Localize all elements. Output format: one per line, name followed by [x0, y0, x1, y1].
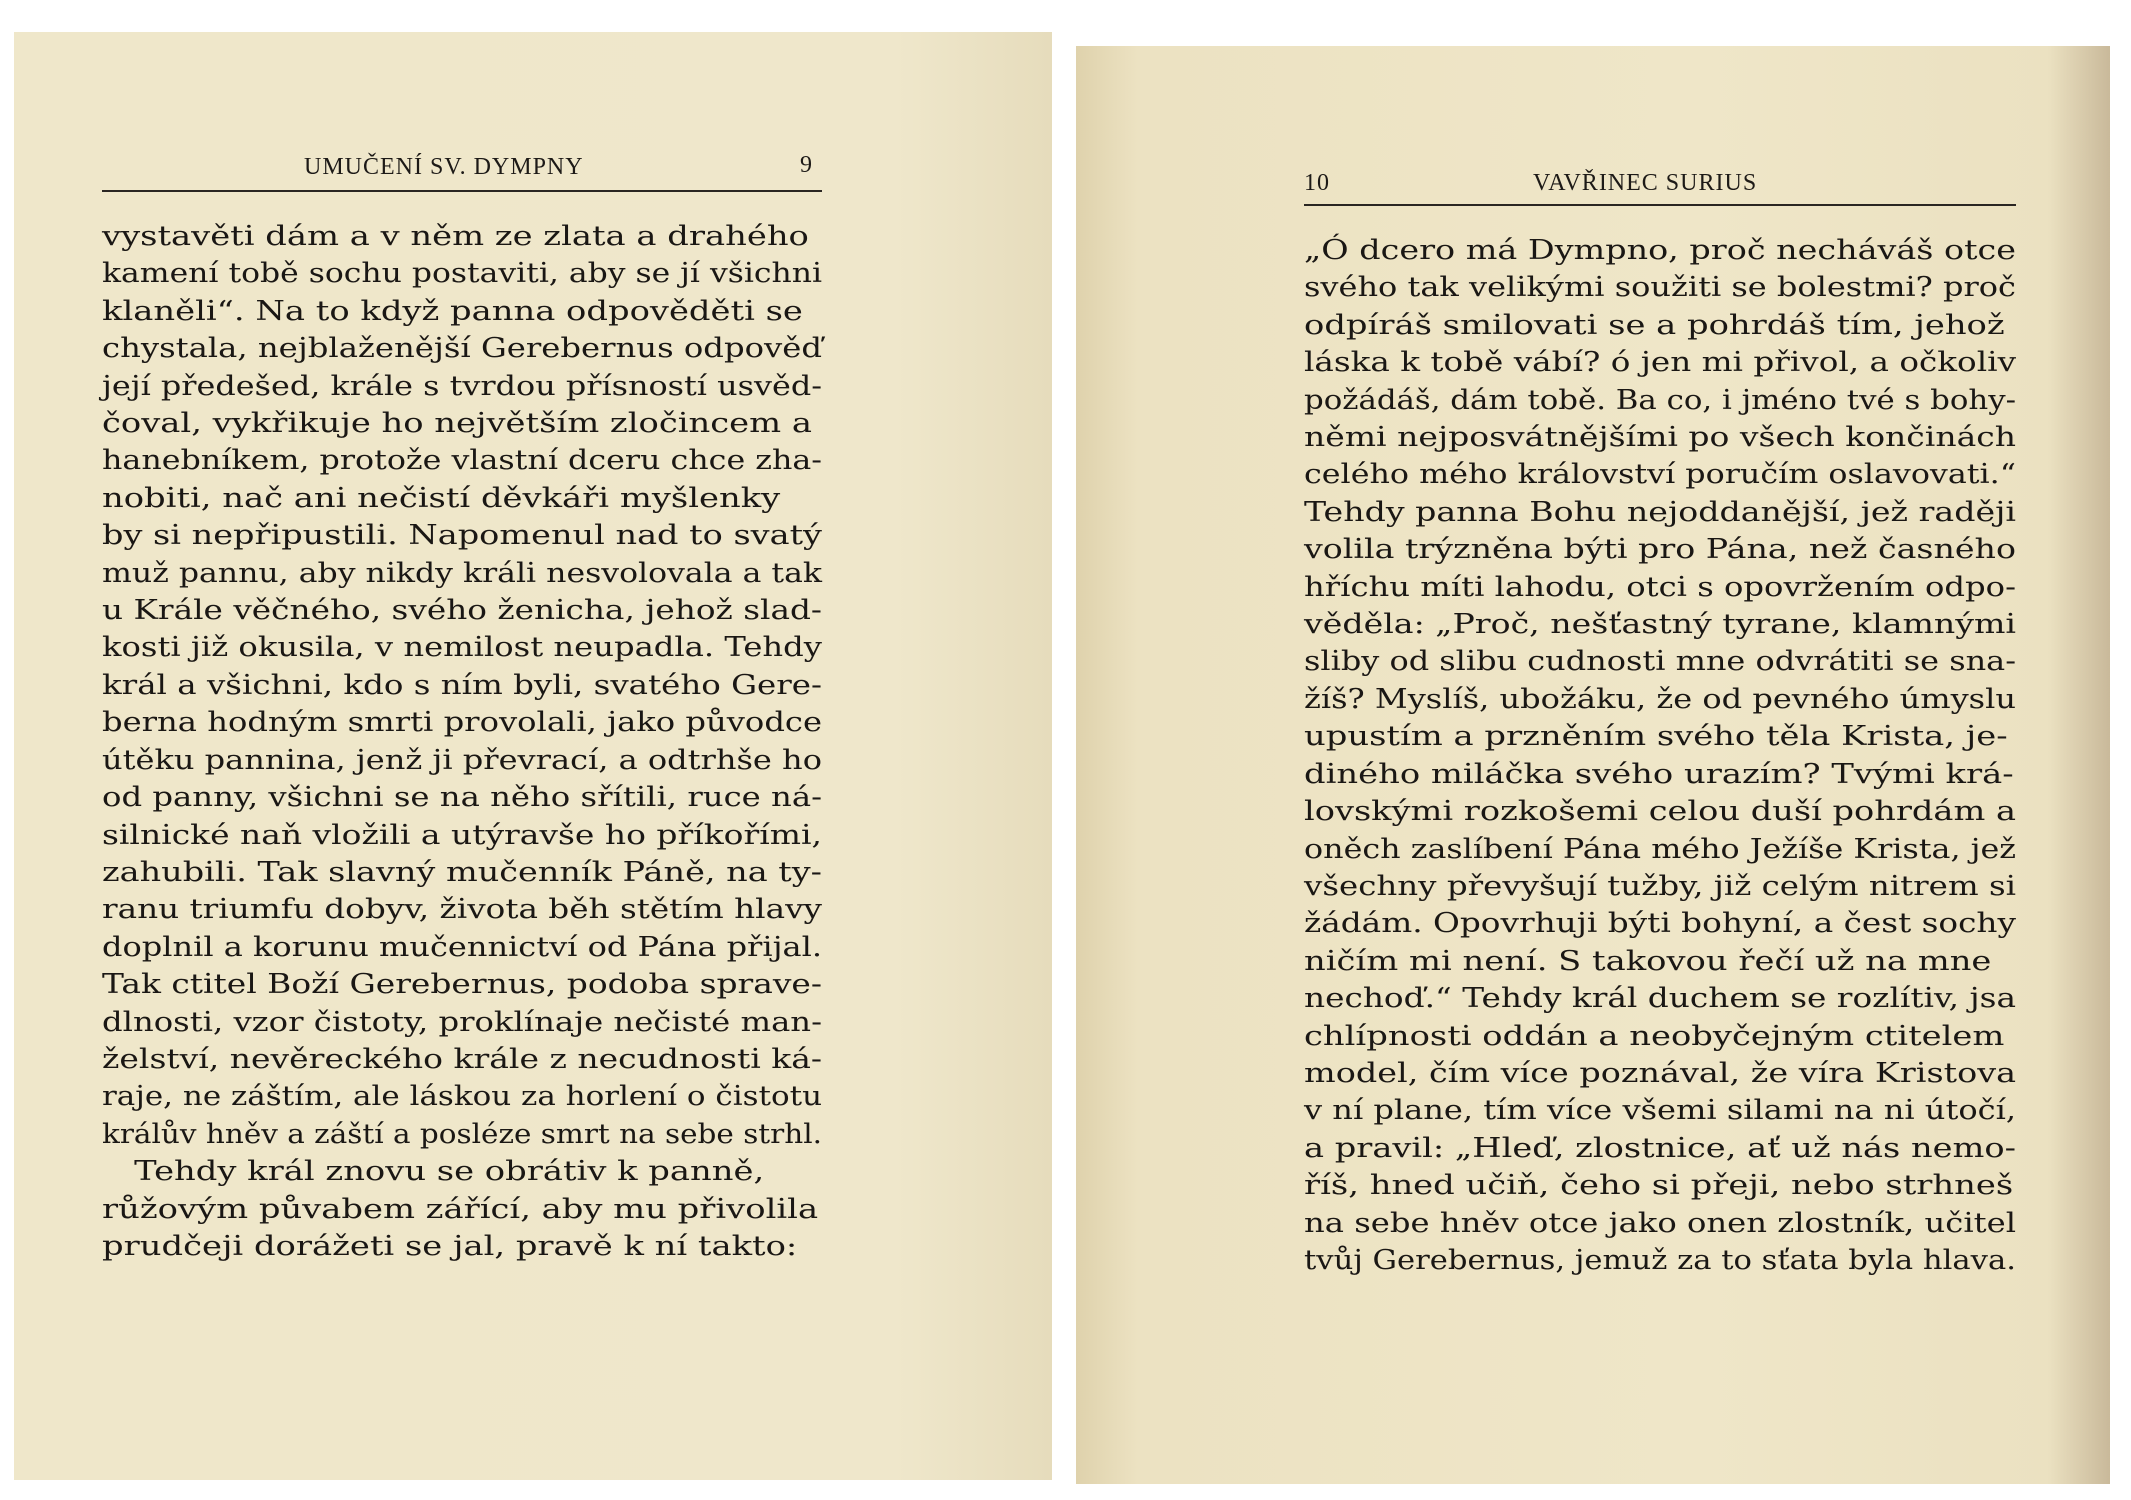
- text-line: diného miláčka svého urazím? Tvými krá-: [1304, 758, 2014, 790]
- text-line: králův hněv a záští a posléze smrt na sebe strhl.: [102, 1118, 822, 1150]
- text-line: raje, ne záštím, ale láskou za horlení o čistotu: [102, 1081, 823, 1113]
- running-title-left: UMUČENÍ SV. DYMPNY: [304, 154, 584, 180]
- text-line: by si nepřipustili. Napomenul nad to svatý: [102, 520, 822, 552]
- text-line: věděla: „Proč, nešťastný tyrane, klamnými: [1304, 609, 2017, 641]
- text-line: Tak ctitel Boží Gerebernus, podoba sprave-: [102, 969, 823, 1001]
- text-line: hanebníkem, protože vlastní dceru chce zha-: [102, 445, 823, 477]
- text-line: u Krále věčného, svého ženicha, jehož slad-: [102, 595, 822, 627]
- right-page: [1076, 46, 2110, 1484]
- text-line: kosti již okusila, v nemilost neupadla. Tehdy: [102, 632, 822, 664]
- text-line: její předešed, krále s tvrdou přísností usvěd-: [102, 370, 822, 402]
- header-rule-left: [102, 190, 822, 192]
- text-line: a pravil: „Hleď, zlostnice, ať už nás nemo-: [1304, 1132, 2017, 1164]
- text-line: volila trýzněna býti pro Pána, než časného: [1304, 534, 2016, 566]
- text-line: berna hodným smrti provolali, jako původce: [102, 707, 823, 739]
- right-body-text: [1304, 232, 2017, 1279]
- header-rule-right: [1304, 204, 2016, 206]
- text-line: chlípnosti oddán a neobyčejným ctitelem: [1304, 1020, 2005, 1052]
- text-line: ničím mi není. S takovou řečí už na mne: [1304, 945, 1992, 977]
- text-line: požádáš, dám tobě. Ba co, i jméno tvé s bohy-: [1304, 384, 2017, 416]
- text-line: odpíráš smilovati se a pohrdáš tím, jehož: [1304, 309, 2005, 341]
- text-line: muž pannu, aby nikdy králi nesvolovala a tak: [102, 557, 822, 589]
- text-line: kamení tobě sochu postaviti, aby se jí všichni: [102, 258, 823, 290]
- text-line: doplnil a korunu mučennictví od Pána přijal.: [102, 931, 823, 963]
- text-line: zahubili. Tak slavný mučenník Páně, na ty-: [102, 856, 822, 888]
- text-line: vystavěti dám a v něm ze zlata a drahého: [102, 221, 809, 252]
- text-line: „Ó dcero má Dympno, proč necháváš otce: [1304, 235, 2016, 266]
- text-line: láska k tobě vábí? ó jen mi přivol, a očkoliv: [1304, 347, 2017, 379]
- text-line: Tehdy král znovu se obrátiv k panně,: [102, 1156, 765, 1188]
- page-number-right: 10: [1304, 170, 1330, 196]
- text-line: útěku pannina, jenž ji převrací, a odtrhše ho: [102, 744, 822, 776]
- text-line: lovskými rozkošemi celou duší pohrdám a: [1304, 796, 2017, 828]
- text-line: od panny, všichni se na něho sřítili, ruce ná-: [102, 782, 823, 814]
- text-line: němi nejposvátnějšími po všech končinách: [1304, 422, 2016, 454]
- text-line: žíš? Myslíš, ubožáku, že od pevného úmyslu: [1304, 683, 2017, 715]
- text-line: prudčeji dorážeti se jal, pravě k ní takto:: [102, 1230, 798, 1262]
- left-body-text: [102, 218, 823, 1265]
- text-line: model, čím více poznával, že víra Kristova: [1304, 1057, 2017, 1089]
- text-line: svého tak velikými soužiti se bolestmi? proč: [1304, 272, 2016, 304]
- left-page: [14, 32, 1052, 1480]
- text-line: na sebe hněv otce jako onen zlostník, učitel: [1304, 1207, 2017, 1239]
- text-line: dlnosti, vzor čistoty, proklínaje nečisté man-: [102, 1006, 822, 1038]
- text-line: Tehdy panna Bohu nejoddanější, jež raději: [1304, 496, 2016, 528]
- text-line: nechoď.“ Tehdy král duchem se rozlítiv, jsa: [1304, 983, 2016, 1015]
- running-title-right: VAVŘINEC SURIUS: [1533, 170, 1758, 196]
- text-line: ranu triumfu dobyv, života běh stětím hlavy: [102, 894, 822, 926]
- text-line: silnické naň vložili a utýravše ho příkořími,: [102, 819, 822, 851]
- text-line: čoval, vykřikuje ho největším zločincem a: [102, 408, 812, 440]
- text-line: tvůj Gerebernus, jemuž za to sťata byla hlava.: [1304, 1244, 2016, 1276]
- text-line: říš, hned učiň, čeho si přeji, nebo strhneš: [1304, 1170, 2014, 1202]
- text-line: klaněli“. Na to když panna odpověděti se: [102, 295, 803, 327]
- text-line: celého mého království poručím oslavovati.“: [1304, 459, 2016, 491]
- text-line: oněch zaslíbení Pána mého Ježíše Krista, jež: [1304, 833, 2017, 865]
- text-line: hříchu míti lahodu, otci s opovržením odpo-: [1304, 571, 2016, 603]
- text-line: v ní plane, tím více všemi silami na ni útočí,: [1304, 1095, 2017, 1127]
- page-number-left: 9: [800, 152, 813, 178]
- text-line: růžovým půvabem zářící, aby mu přivolila: [102, 1193, 819, 1225]
- text-line: upustím a przněním svého těla Krista, je-: [1304, 721, 2008, 753]
- text-line: král a všichni, kdo s ním byli, svatého Gere-: [102, 669, 822, 701]
- text-line: žádám. Opovrhuji býti bohyní, a čest sochy: [1304, 908, 2016, 940]
- text-line: všechny převyšují tužby, již celým nitrem si: [1304, 870, 2016, 902]
- text-line: sliby od slibu cudnosti mne odvrátiti se sna-: [1304, 646, 2016, 678]
- text-line: chystala, nejblaženější Gerebernus odpověď: [102, 333, 822, 365]
- text-line: želství, nevěreckého krále z necudnosti ká-: [102, 1043, 823, 1075]
- text-line: nobiti, nač ani nečistí děvkáři myšlenky: [102, 482, 781, 514]
